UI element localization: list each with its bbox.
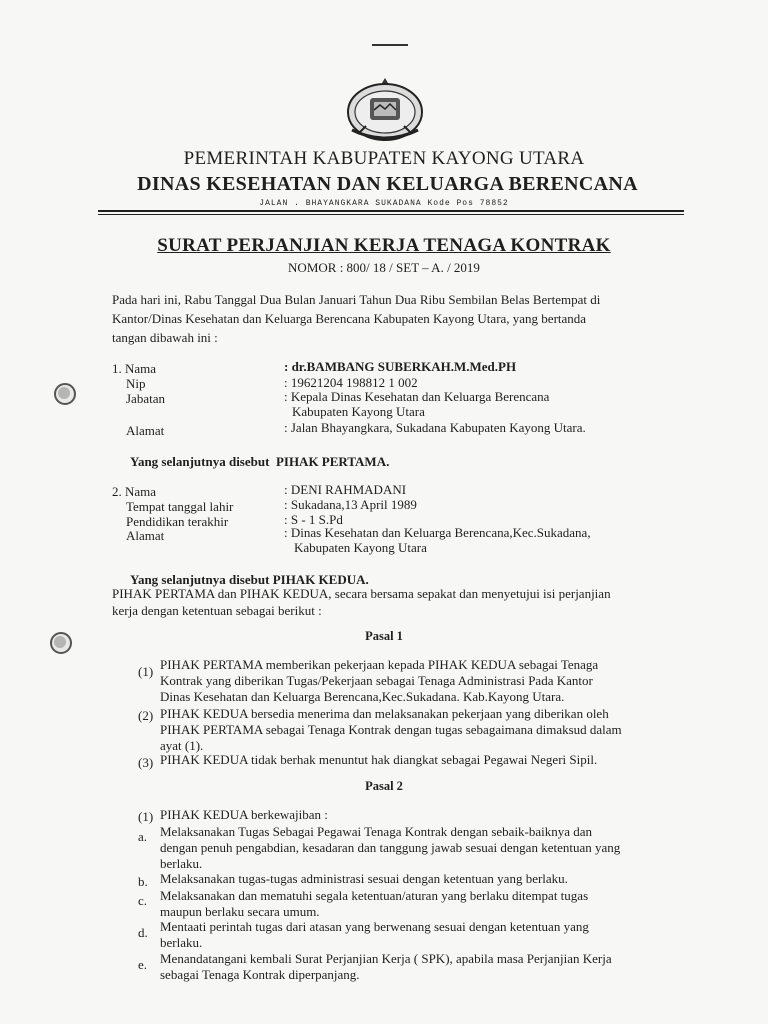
party2-name-value: : DENI RAHMADANI (284, 482, 407, 497)
pasal-2-item-a: dengan penuh pengabdian, kesadaran dan tanggung jawab sesuai dengan ketentuan yang (160, 840, 621, 855)
designation-party: PIHAK KEDUA. (272, 572, 369, 587)
top-mark (372, 44, 408, 46)
party1-name-label: 1. Nama (112, 361, 157, 376)
pasal-1-item-1: Kontrak yang diberikan Tugas/Pekerjaan sebagai Tenaga Administrasi Pada Kantor (160, 673, 593, 688)
party1-jabatan-label: Jabatan (126, 391, 165, 406)
pasal-1-item-1: PIHAK PERTAMA memberikan pekerjaan kepada PIHAK KEDUA sebagai Tenaga (160, 657, 599, 672)
agreement-line: kerja dengan ketentuan sebagai berikut : (112, 603, 322, 618)
party2-alamat-value: Kabupaten Kayong Utara (294, 540, 427, 555)
intro-line: Kantor/Dinas Kesehatan dan Keluarga Berencana Kabupaten Kayong Utara, yang bertanda (112, 311, 587, 326)
pasal-1-item-2: ayat (1). (160, 738, 204, 753)
party1-designation-line (130, 454, 389, 470)
party1-alamat-value: : Jalan Bhayangkara, Sukadana Kabupaten Kayong Utara. (284, 420, 586, 435)
pasal-2-item-e: Menandatangani kembali Surat Perjanjian Kerja ( SPK), apabila masa Perjanjian Kerja (160, 951, 612, 966)
party2-pendidikan-value: : S - 1 S.Pd (284, 512, 343, 527)
pasal-2-item-d: Mentaati perintah tugas dari atasan yang berwenang sesuai dengan ketentuan yang (160, 919, 589, 934)
pasal-2-item-a: Melaksanakan Tugas Sebagai Pegawai Tenaga Kontrak dengan sebaik-baiknya dan (160, 824, 593, 839)
department-name: DINAS KESEHATAN DAN KELUARGA BERENCANA (137, 173, 638, 195)
designation-prefix: Yang selanjutnya disebut (130, 572, 270, 587)
party1-jabatan-value: Kabupaten Kayong Utara (292, 404, 425, 419)
item-letter: e. (138, 957, 148, 972)
pasal-2-item-c: Melaksanakan dan mematuhi segala ketentuan/aturan yang berlaku ditempat tugas (160, 888, 589, 903)
party2-alamat-label: Alamat (126, 528, 165, 543)
party1-alamat-label: Alamat (126, 423, 165, 438)
header-rule (98, 210, 684, 212)
party1-nip-label: Nip (126, 376, 146, 391)
intro-line: Pada hari ini, Rabu Tanggal Dua Bulan Januari Tahun Dua Ribu Sembilan Belas Bertempat di (112, 292, 601, 307)
header-rule (98, 214, 684, 215)
regency-emblem-icon (344, 74, 426, 146)
pasal-2-item-a: berlaku. (160, 856, 203, 871)
party2-pendidikan-label: Pendidikan terakhir (126, 514, 229, 529)
pasal-1-item-2: PIHAK PERTAMA sebagai Tenaga Kontrak dengan tugas sebagaimana dimaksud dalam (160, 722, 622, 737)
party1-jabatan-value: : Kepala Dinas Kesehatan dan Keluarga Berencana (284, 389, 550, 404)
pasal-2-heading: Pasal 2 (365, 779, 403, 793)
pasal-1-heading: Pasal 1 (365, 629, 403, 643)
party1-nip-value: : 19621204 198812 1 002 (284, 375, 418, 390)
government-name: PEMERINTAH KABUPATEN KAYONG UTARA (183, 148, 585, 169)
party2-ttl-label: Tempat tanggal lahir (126, 499, 234, 514)
item-letter: c. (138, 893, 148, 908)
item-number: (1) (138, 664, 154, 679)
pasal-1-item-3: PIHAK KEDUA tidak berhak menuntut hak diangkat sebagai Pegawai Negeri Sipil. (160, 752, 598, 767)
pasal-2-item-b: Melaksanakan tugas-tugas administrasi sesuai dengan ketentuan yang berlaku. (160, 871, 568, 886)
designation-party: PIHAK PERTAMA. (275, 454, 390, 469)
party2-ttl-value: : Sukadana,13 April 1989 (284, 497, 417, 512)
intro-line: tangan dibawah ini : (112, 330, 218, 345)
item-number: (2) (138, 708, 154, 723)
party2-alamat-value: : Dinas Kesehatan dan Keluarga Berencana,Kec.Sukadana, (284, 525, 591, 540)
office-address: JALAN . BHAYANGKARA SUKADANA Kode Pos 78852 (259, 199, 509, 208)
pasal-1-item-1: Dinas Kesehatan dan Keluarga Berencana,Kec.Sukadana. Kab.Kayong Utara. (160, 689, 565, 704)
pasal-2-item-d: berlaku. (160, 935, 203, 950)
item-letter: d. (138, 925, 148, 940)
agreement-line: PIHAK PERTAMA dan PIHAK KEDUA, secara bersama sepakat dan menyetujui isi perjanjian (112, 586, 611, 601)
pasal-1-item-2: PIHAK KEDUA bersedia menerima dan melaksanakan pekerjaan yang diberikan oleh (160, 706, 609, 721)
document-title: SURAT PERJANJIAN KERJA TENAGA KONTRAK (157, 235, 611, 256)
punch-hole-icon (54, 383, 76, 405)
item-letter: b. (138, 874, 148, 889)
pasal-2-item-e: sebagai Tenaga Kontrak diperpanjang. (160, 967, 360, 982)
designation-prefix: Yang selanjutnya disebut (130, 454, 270, 469)
item-number: (1) (138, 809, 154, 824)
document-number: NOMOR : 800/ 18 / SET – A. / 2019 (288, 260, 480, 275)
pasal-2-item-c: maupun berlaku secara umum. (160, 904, 320, 919)
item-letter: a. (138, 829, 148, 844)
party2-name-label: 2. Nama (112, 484, 157, 499)
party1-name-value: : dr.BAMBANG SUBERKAH.M.Med.PH (284, 359, 517, 374)
pasal-2-intro: PIHAK KEDUA berkewajiban : (160, 807, 328, 822)
item-number: (3) (138, 755, 154, 770)
